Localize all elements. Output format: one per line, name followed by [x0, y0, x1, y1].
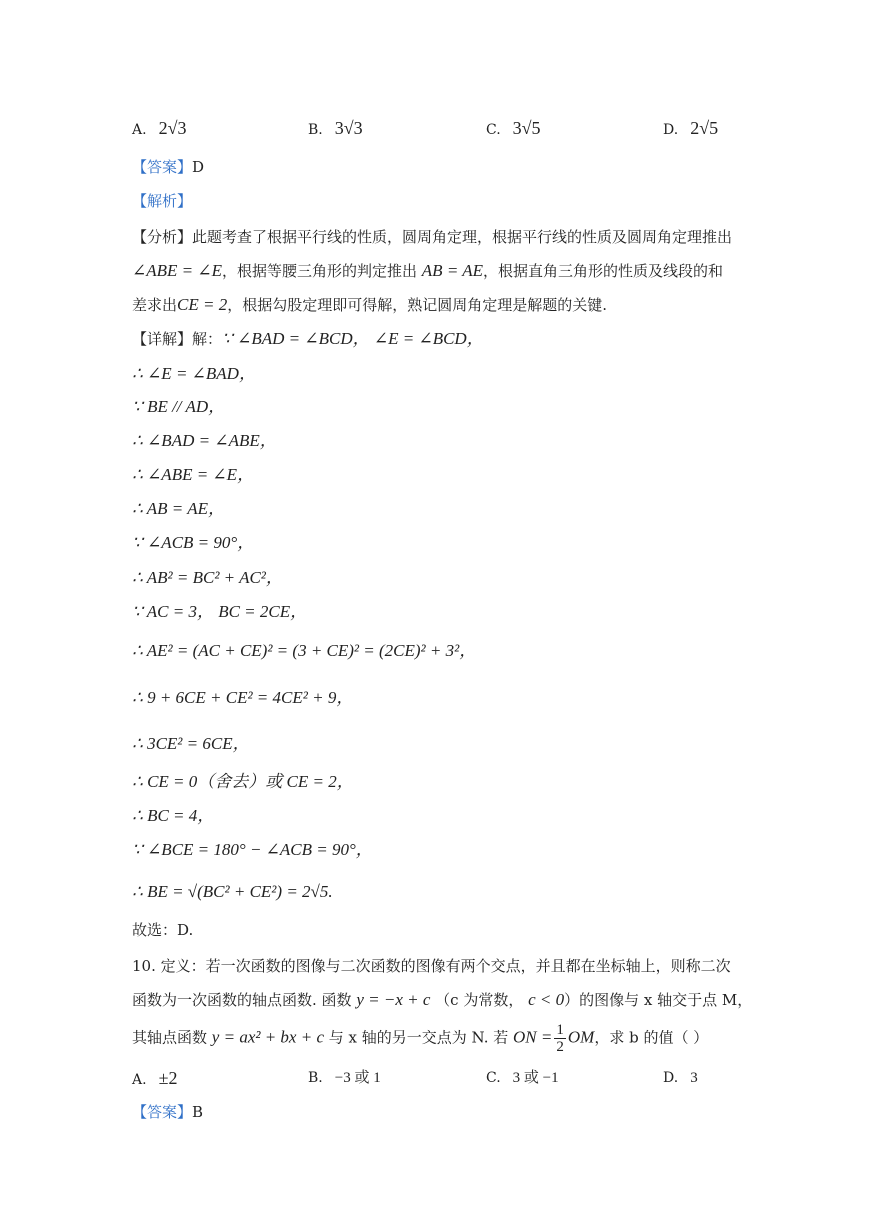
step-3: ∵ BE // AD，	[132, 397, 226, 416]
q9-option-a: A. 2√3	[132, 118, 187, 138]
q9-option-d-value: 2√5	[690, 118, 719, 138]
step-8: ∴ AB² = BC² + AC²，	[132, 568, 283, 587]
q9-jiexi-heading: 【解析】	[132, 192, 193, 210]
analysis-line-1: 【分析】此题考查了根据平行线的性质，圆周角定理，根据平行线的性质及圆周角定理推出	[132, 228, 733, 246]
q10-line-3: 其轴点函数 y = ax² + bx + c 与 x 轴的另一交点为 N. 若 ON = $\frac{1}{2}$ OM，求 b 的值（ ）	[132, 1022, 709, 1055]
step-9: ∵ AC = 3， BC = 2CE，	[132, 602, 308, 621]
conclusion: 故选：D.	[132, 921, 194, 939]
q10-option-b: B. −3 或 1	[308, 1070, 381, 1086]
step-13: ∴ CE = 0（舍去）或 CE = 2，	[132, 772, 354, 791]
q9-option-d: D. 2√5	[663, 118, 719, 138]
analysis-line-2: ∠ABE = ∠E，根据等腰三角形的判定推出 AB = AE，根据直角三角形的性质及线段的和	[132, 261, 724, 280]
q10-option-d: D. 3	[663, 1070, 698, 1086]
analysis-line-3: 差求出CE = 2，根据勾股定理即可得解，熟记圆周角定理是解题的关键.	[132, 295, 607, 314]
step-6: ∴ AB = AE，	[132, 499, 225, 518]
detail-line-1: 【详解】解：∵ ∠BAD = ∠BCD， ∠E = ∠BCD，	[132, 329, 484, 348]
step-4: ∴ ∠BAD = ∠ABE，	[132, 431, 277, 450]
q10-line-2: 函数为一次函数的轴点函数. 函数 y = −x + c （c 为常数， c < 0）的图像与 x 轴交于点 M，	[132, 990, 753, 1009]
q10-answer: 【答案】B	[132, 1103, 204, 1121]
step-2: ∴ ∠E = ∠BAD，	[132, 364, 256, 383]
q9-answer: 【答案】D	[132, 158, 205, 176]
step-16: ∴ BE = √(BC² + CE²) = 2√5.	[132, 882, 333, 901]
q10-line-1: 10. 定义：若一次函数的图像与二次函数的图像有两个交点，并且都在坐标轴上，则称二次	[132, 957, 731, 975]
q10-option-c: C. 3 或 −1	[486, 1070, 559, 1086]
q9-option-a-value: 2√3	[158, 118, 187, 138]
q9-option-b: B. 3√3	[308, 118, 363, 138]
step-12: ∴ 3CE² = 6CE，	[132, 734, 250, 753]
q10-option-a: A. ±2	[132, 1068, 178, 1088]
step-14: ∴ BC = 4，	[132, 806, 215, 825]
step-15: ∵ ∠BCE = 180° − ∠ACB = 90°，	[132, 840, 373, 859]
q9-option-c-value: 3√5	[512, 118, 541, 138]
step-5: ∴ ∠ABE = ∠E，	[132, 465, 255, 484]
step-11: ∴ 9 + 6CE + CE² = 4CE² + 9，	[132, 688, 354, 707]
q9-option-c: C. 3√5	[486, 118, 541, 138]
one-half-fraction: $\frac{1}{2}$	[556, 1022, 564, 1055]
step-10: ∴ AE² = (AC + CE)² = (3 + CE)² = (2CE)² + 3²，	[132, 641, 477, 660]
q9-option-b-value: 3√3	[334, 118, 363, 138]
step-7: ∵ ∠ACB = 90°，	[132, 533, 255, 552]
